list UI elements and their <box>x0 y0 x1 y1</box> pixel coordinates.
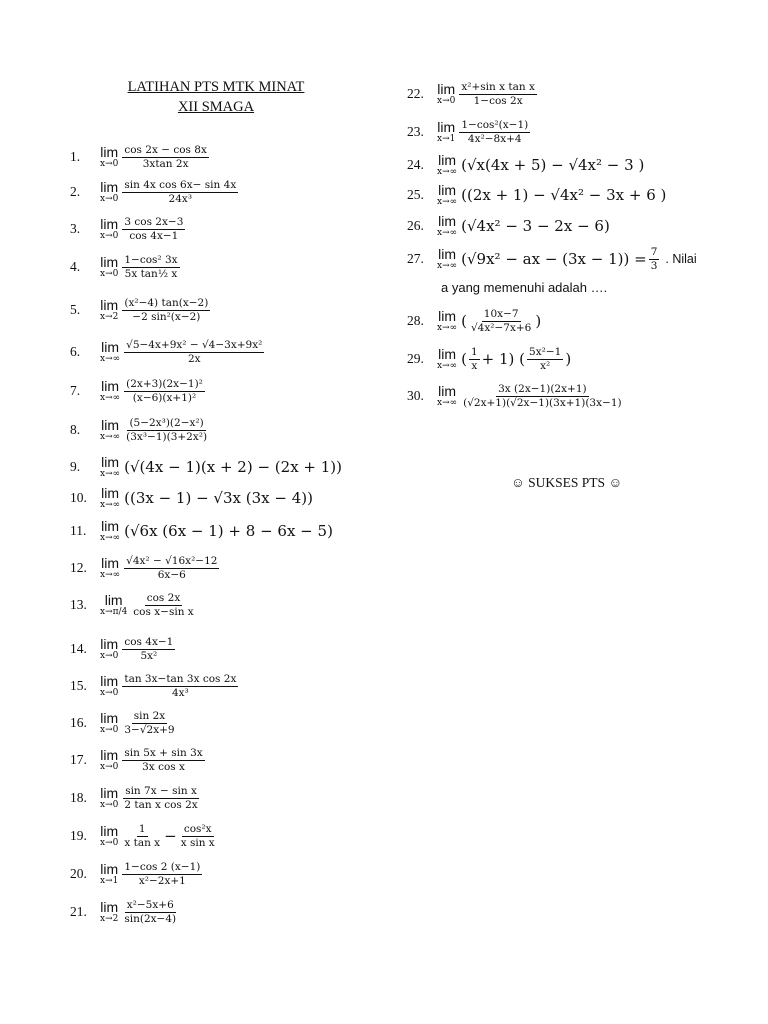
problem-number: 13. <box>70 597 87 612</box>
fraction <box>122 823 162 849</box>
limit-subscript: x→0 <box>100 725 119 735</box>
numerator: 7 <box>650 245 658 258</box>
denominator: √4x²−7x+6 <box>470 321 532 334</box>
problem-item <box>407 179 666 211</box>
limit-subscript: x→2 <box>100 312 119 322</box>
limit-operator <box>100 255 118 279</box>
lim-word: lim <box>100 785 119 801</box>
lim-word: lim <box>438 246 456 262</box>
problem-expression <box>100 417 209 443</box>
numerator: cos²x <box>183 822 212 835</box>
numerator: √4x² − √16x²−12 <box>126 554 218 567</box>
limit-subscript: x→∞ <box>437 197 458 207</box>
problem-number: 24. <box>407 157 424 172</box>
limit-subscript: x→∞ <box>437 361 458 371</box>
problem-expression <box>100 861 202 887</box>
problem-expression <box>437 346 571 372</box>
fraction <box>122 216 185 242</box>
numerator: cos 4x−1 <box>124 635 174 648</box>
limit-operator <box>100 824 118 848</box>
fraction <box>122 861 202 887</box>
limit-operator <box>100 556 120 580</box>
problem-item <box>407 78 537 110</box>
expression-text: (√6x (6x − 1) + 8 − 6x − 5) <box>124 522 333 540</box>
fraction <box>649 246 660 272</box>
limit-operator <box>100 298 118 322</box>
numerator: 3 cos 2x−3 <box>124 215 184 228</box>
fraction <box>124 555 219 581</box>
numerator: sin 5x + sin 3x <box>124 746 203 759</box>
problem-expression <box>100 636 175 662</box>
problem-expression <box>100 216 185 242</box>
lim-word: lim <box>101 417 119 433</box>
numerator: 3x (2x−1)(2x+1) <box>498 382 587 395</box>
problem-number: 10. <box>70 490 87 505</box>
lim-word: lim <box>438 383 456 399</box>
denominator: 5x² <box>140 649 158 662</box>
problem-item <box>70 515 333 547</box>
lim-word: lim <box>437 81 456 97</box>
denominator: 24x³ <box>168 192 193 205</box>
lim-word: lim <box>100 673 119 689</box>
limit-operator <box>437 82 455 106</box>
problem-number: 12. <box>70 560 87 575</box>
limit-operator <box>100 486 120 510</box>
problem-item <box>70 482 313 514</box>
problem-number: 19. <box>70 828 87 843</box>
numerator: 1 <box>470 345 478 358</box>
problem-number: 20. <box>70 866 87 881</box>
open-paren: ( <box>461 312 467 330</box>
lim-word: lim <box>438 308 456 324</box>
fraction <box>122 785 199 811</box>
limit-subscript: x→0 <box>100 688 119 698</box>
problem-expression <box>100 710 177 736</box>
fraction <box>459 81 537 107</box>
lim-word: lim <box>437 119 456 135</box>
problem-expression <box>100 592 196 618</box>
limit-subscript: x→1 <box>437 134 456 144</box>
problem-number: 16. <box>70 715 87 730</box>
limit-operator <box>437 347 457 371</box>
fraction <box>122 673 238 699</box>
lim-word: lim <box>438 182 456 198</box>
lim-word: lim <box>438 346 456 362</box>
problem-item <box>70 414 209 446</box>
limit-operator <box>100 519 120 543</box>
limit-operator <box>100 145 118 169</box>
limit-operator <box>100 217 118 241</box>
problem-item <box>70 294 210 326</box>
problem-item <box>70 375 205 407</box>
problem-expression <box>100 144 209 170</box>
problem-item <box>407 305 541 337</box>
denominator: 2x <box>187 352 201 365</box>
denominator: 6x−6 <box>157 568 186 581</box>
limit-subscript: x→0 <box>100 194 119 204</box>
problem-item <box>70 176 238 208</box>
problem-expression <box>100 673 238 699</box>
limit-subscript: x→∞ <box>437 228 458 238</box>
problem-item <box>70 896 178 928</box>
problem-number: 2. <box>70 184 81 199</box>
limit-operator <box>100 593 127 617</box>
limit-subscript: x→∞ <box>100 469 121 479</box>
limit-operator <box>437 120 455 144</box>
problem-expression <box>100 179 238 205</box>
numerator: 10x−7 <box>483 307 519 320</box>
problem-number: 1. <box>70 149 81 164</box>
limit-subscript: x→0 <box>100 269 119 279</box>
denominator: (3x³−1)(3+2x²) <box>126 430 208 443</box>
problem-expression <box>100 339 264 365</box>
fraction <box>122 710 176 736</box>
fraction <box>124 378 205 404</box>
problem-number: 5. <box>70 302 81 317</box>
lim-word: lim <box>101 339 119 355</box>
expression-text: (√9x² − ax − (3x − 1)) = <box>461 250 647 268</box>
problem-item <box>70 820 217 852</box>
closing-message: ☺ SUKSES PTS ☺ <box>511 475 623 490</box>
lim-word: lim <box>100 254 119 270</box>
problem-number: 4. <box>70 259 81 274</box>
limit-operator <box>100 180 118 204</box>
fraction <box>122 254 179 280</box>
lim-word: lim <box>100 179 119 195</box>
limit-subscript: x→∞ <box>100 432 121 442</box>
fraction <box>122 179 238 205</box>
problem-number: 18. <box>70 790 87 805</box>
fraction <box>122 899 178 925</box>
limit-operator <box>437 183 457 207</box>
problem-item <box>70 451 342 483</box>
operator: − <box>164 827 177 845</box>
problem-item <box>70 633 175 665</box>
problem-expression <box>100 823 217 849</box>
limit-operator <box>100 786 118 810</box>
fraction <box>124 417 209 443</box>
problem-item <box>70 782 200 814</box>
problem-number: 9. <box>70 459 81 474</box>
limit-operator <box>437 384 457 408</box>
limit-subscript: x→∞ <box>100 533 121 543</box>
lim-word: lim <box>100 144 119 160</box>
problem-item <box>407 243 697 275</box>
problem-number: 7. <box>70 383 81 398</box>
lim-word: lim <box>100 899 119 915</box>
limit-operator <box>437 214 457 238</box>
problem-number: 27. <box>407 251 424 266</box>
fraction <box>469 346 480 372</box>
problem-number: 17. <box>70 752 87 767</box>
numerator: √5−4x+9x² − √4−3x+9x² <box>126 338 263 351</box>
problem-number: 11. <box>70 523 87 538</box>
middle-text: + 1) ( <box>481 350 526 368</box>
problem-number: 30. <box>407 388 424 403</box>
limit-subscript: x→∞ <box>100 354 121 364</box>
problem-item <box>70 141 209 173</box>
denominator: x²−2x+1 <box>138 874 186 887</box>
problem-expression <box>100 254 180 280</box>
denominator: x² <box>540 359 551 372</box>
fraction <box>459 119 530 145</box>
problem-item <box>70 858 202 890</box>
problem-item <box>70 213 185 245</box>
limit-operator <box>100 418 120 442</box>
denominator: x sin x <box>180 836 215 849</box>
limit-subscript: x→∞ <box>437 167 458 177</box>
lim-word: lim <box>100 636 119 652</box>
problem-expression <box>100 747 205 773</box>
denominator: 5x tan½ x <box>124 267 178 280</box>
lim-word: lim <box>101 518 119 534</box>
fraction <box>131 592 195 618</box>
limit-subscript: x→∞ <box>100 500 121 510</box>
limit-subscript: x→0 <box>100 762 119 772</box>
denominator: 3 <box>650 259 658 272</box>
limit-subscript: x→2 <box>100 914 119 924</box>
problem-number: 3. <box>70 221 81 236</box>
problem-expression <box>100 555 219 581</box>
problem-number: 25. <box>407 187 424 202</box>
denominator: cos x−sin x <box>133 605 194 618</box>
close-paren: ) <box>565 350 572 368</box>
lim-word: lim <box>100 216 119 232</box>
denominator: x tan x <box>124 836 161 849</box>
denominator: 2 tan x cos 2x <box>124 798 198 811</box>
limit-subscript: x→0 <box>100 159 119 169</box>
worksheet-title: LATIHAN PTS MTK MINAT <box>127 79 305 95</box>
limit-subscript: x→0 <box>437 96 456 106</box>
numerator: 1−cos 2 (x−1) <box>124 860 201 873</box>
worksheet-subtitle: XII SMAGA <box>177 99 255 115</box>
denominator: −2 sin²(x−2) <box>132 310 201 323</box>
problem-number: 6. <box>70 344 81 359</box>
lim-word: lim <box>100 297 119 313</box>
problem-number: 15. <box>70 678 87 693</box>
limit-operator <box>100 637 118 661</box>
limit-operator <box>100 674 118 698</box>
limit-subscript: x→∞ <box>100 393 121 403</box>
problem-expression <box>437 119 530 145</box>
lim-word: lim <box>100 747 119 763</box>
fraction <box>122 636 175 662</box>
fraction <box>461 383 623 409</box>
numerator: x²+sin x tan x <box>461 80 535 93</box>
numerator: sin 4x cos 6x− sin 4x <box>124 178 237 191</box>
problem-item <box>407 380 624 412</box>
numerator: sin 7x − sin x <box>125 784 197 797</box>
lim-word: lim <box>100 823 119 839</box>
problem-item <box>70 552 219 584</box>
problem-expression <box>437 81 537 107</box>
lim-word: lim <box>101 485 119 501</box>
problem-item <box>70 744 205 776</box>
limit-subscript: x→∞ <box>437 398 458 408</box>
denominator: 1−cos 2x <box>473 94 523 107</box>
problem-expression <box>100 378 205 404</box>
problem-expression <box>100 455 342 479</box>
lim-word: lim <box>438 213 456 229</box>
limit-subscript: x→0 <box>100 838 119 848</box>
denominator: x <box>471 359 478 372</box>
fraction <box>527 346 563 372</box>
open-paren: ( <box>461 350 467 368</box>
problem-item <box>407 116 530 148</box>
trailing-text: . Nilai <box>665 252 697 266</box>
numerator: cos 2x <box>146 591 181 604</box>
denominator: cos 4x−1 <box>129 229 179 242</box>
limit-operator <box>100 379 120 403</box>
numerator: 1−cos²(x−1) <box>461 118 529 131</box>
expression-text: (√4x² − 3 − 2x − 6) <box>461 217 610 235</box>
denominator: sin(2x−4) <box>124 912 177 925</box>
limit-subscript: x→1 <box>100 876 119 886</box>
limit-subscript: x→0 <box>100 231 119 241</box>
lim-word: lim <box>438 152 456 168</box>
problem-expression <box>100 519 333 543</box>
limit-subscript: x→0 <box>100 651 119 661</box>
limit-operator <box>437 247 457 271</box>
problem-number: 29. <box>407 351 424 366</box>
lim-word: lim <box>100 710 119 726</box>
lim-word: lim <box>104 592 123 608</box>
problem-number: 8. <box>70 422 81 437</box>
problem-number: 14. <box>70 641 87 656</box>
problem-item <box>70 707 177 739</box>
expression-text: (√(4x − 1)(x + 2) − (2x + 1)) <box>124 458 343 476</box>
denominator: 3−√2x+9 <box>124 723 175 736</box>
problem-expression <box>437 308 541 334</box>
problem-expression <box>100 297 210 323</box>
numerator: (x²−4) tan(x−2) <box>124 296 209 309</box>
fraction <box>124 339 264 365</box>
denominator: 3x cos x <box>142 760 185 773</box>
problem-expression <box>437 246 697 272</box>
lim-word: lim <box>101 378 119 394</box>
limit-operator <box>100 340 120 364</box>
problem-item <box>407 343 571 375</box>
denominator: 4x²−8x+4 <box>467 132 522 145</box>
problem-number: 23. <box>407 124 424 139</box>
problem-expression <box>437 153 644 177</box>
limit-operator <box>437 153 457 177</box>
denominator: (√2x+1)(√2x−1)(3x+1)(3x−1) <box>463 396 622 409</box>
problem-27-continuation: a yang memenuhi adalah …. <box>441 280 608 295</box>
problem-number: 28. <box>407 313 424 328</box>
fraction <box>179 823 217 849</box>
numerator: tan 3x−tan 3x cos 2x <box>124 672 237 685</box>
numerator: 1−cos² 3x <box>124 253 178 266</box>
limit-operator <box>100 748 118 772</box>
numerator: cos 2x − cos 8x <box>124 143 207 156</box>
limit-operator <box>100 862 118 886</box>
fraction <box>122 144 209 170</box>
problem-expression <box>437 383 624 409</box>
limit-subscript: x→∞ <box>437 323 458 333</box>
problem-item <box>70 251 180 283</box>
limit-operator <box>100 455 120 479</box>
close-paren: ) <box>535 312 542 330</box>
limit-subscript: x→π/4 <box>100 607 128 617</box>
denominator: 4x³ <box>171 686 189 699</box>
lim-word: lim <box>101 454 119 470</box>
problem-number: 22. <box>407 86 424 101</box>
limit-operator <box>437 309 457 333</box>
lim-word: lim <box>101 555 119 571</box>
numerator: x²−5x+6 <box>126 898 174 911</box>
problem-number: 21. <box>70 904 87 919</box>
problem-item <box>407 149 644 181</box>
numerator: (5−2x³)(2−x²) <box>129 416 204 429</box>
limit-subscript: x→∞ <box>100 570 121 580</box>
fraction <box>122 747 204 773</box>
problem-item <box>70 589 196 621</box>
problem-expression <box>437 214 610 238</box>
limit-operator <box>100 711 118 735</box>
fraction <box>469 308 533 334</box>
numerator: 5x²−1 <box>529 345 562 358</box>
numerator: sin 2x <box>133 709 166 722</box>
problem-number: 26. <box>407 218 424 233</box>
problem-expression <box>100 899 178 925</box>
problem-expression <box>100 486 313 510</box>
numerator: 1 <box>138 822 146 835</box>
problem-item <box>70 336 264 368</box>
limit-subscript: x→∞ <box>437 261 458 271</box>
expression-text: (√x(4x + 5) − √4x² − 3 ) <box>461 156 645 174</box>
numerator: (2x+3)(2x−1)² <box>126 377 203 390</box>
limit-operator <box>100 900 118 924</box>
fraction <box>122 297 210 323</box>
problem-expression <box>437 183 666 207</box>
problem-item <box>407 210 610 242</box>
lim-word: lim <box>100 861 119 877</box>
expression-text: ((3x − 1) − √3x (3x − 4)) <box>124 489 313 507</box>
problem-item <box>70 670 238 702</box>
limit-subscript: x→0 <box>100 800 119 810</box>
denominator: (x−6)(x+1)² <box>132 391 197 404</box>
problem-expression <box>100 785 200 811</box>
denominator: 3xtan 2x <box>142 157 189 170</box>
expression-text: ((2x + 1) − √4x² − 3x + 6 ) <box>461 186 667 204</box>
